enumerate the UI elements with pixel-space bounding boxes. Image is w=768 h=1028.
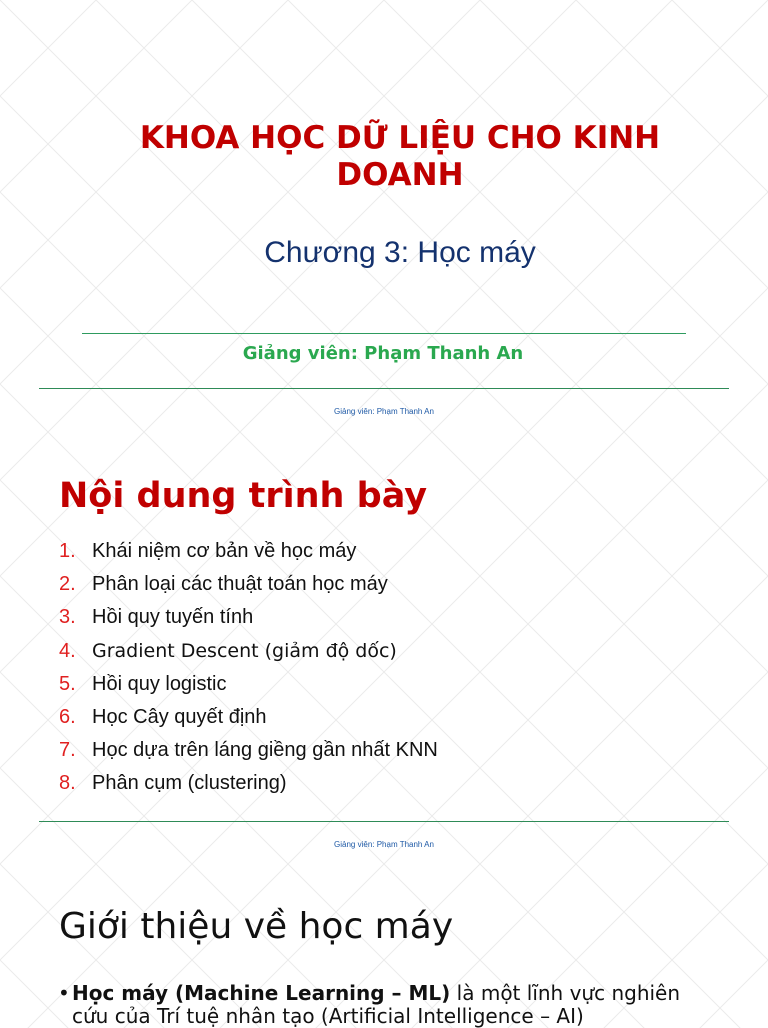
slide-footer: Giảng viên: Phạm Thanh An [334, 840, 434, 849]
title-slide [0, 0, 768, 388]
item-number: 3. [59, 606, 76, 629]
slide-separator [39, 388, 729, 389]
intro-heading: Giới thiệu về học máy [59, 906, 454, 947]
list-item [59, 635, 438, 668]
item-text: Phân loại các thuật toán học máy [92, 573, 388, 596]
lecturer-name: Giảng viên: Phạm Thanh An [242, 343, 524, 364]
item-number: 2. [59, 573, 76, 596]
item-text: Học dựa trên láng giềng gần nhất KNN [92, 739, 438, 762]
contents-heading: Nội dung trình bày [59, 476, 428, 516]
intro-slide [0, 822, 768, 1028]
item-number: 8. [59, 772, 76, 795]
contents-list [59, 535, 438, 801]
item-number: 1. [59, 540, 76, 563]
list-item [59, 734, 438, 767]
item-number: 6. [59, 706, 76, 729]
contents-slide [0, 390, 768, 820]
item-text: Khái niệm cơ bản về học máy [92, 540, 357, 563]
item-text: Gradient Descent (giảm độ dốc) [92, 640, 397, 663]
item-text: Phân cụm (clustering) [92, 772, 287, 795]
list-item [59, 668, 438, 701]
bullet-term: Học máy (Machine Learning – ML) [72, 981, 451, 1005]
bullet-paragraph [58, 982, 722, 1028]
item-number: 7. [59, 739, 76, 762]
bullet-icon: • [58, 981, 70, 1005]
item-number: 4. [59, 639, 76, 662]
list-item [59, 601, 438, 634]
list-item [59, 767, 438, 800]
item-text: Hồi quy tuyến tính [92, 606, 254, 629]
bullet-text: là một lĩnh vực nghiên cứu của Trí tuệ nhân tạo (Artificial Intelligence – AI) [72, 981, 681, 1028]
list-item [59, 568, 438, 601]
item-text: Học Cây quyết định [92, 706, 267, 729]
slide-footer: Giảng viên: Phạm Thanh An [334, 407, 434, 416]
list-item [59, 701, 438, 734]
slide-title: KHOA HỌC DỮ LIỆU CHO KINH DOANH [139, 120, 661, 193]
list-item [59, 535, 438, 568]
title-divider [82, 333, 686, 334]
item-number: 5. [59, 672, 76, 695]
item-text: Hồi quy logistic [92, 672, 227, 695]
chapter-subtitle: Chương 3: Học máy [264, 236, 536, 269]
